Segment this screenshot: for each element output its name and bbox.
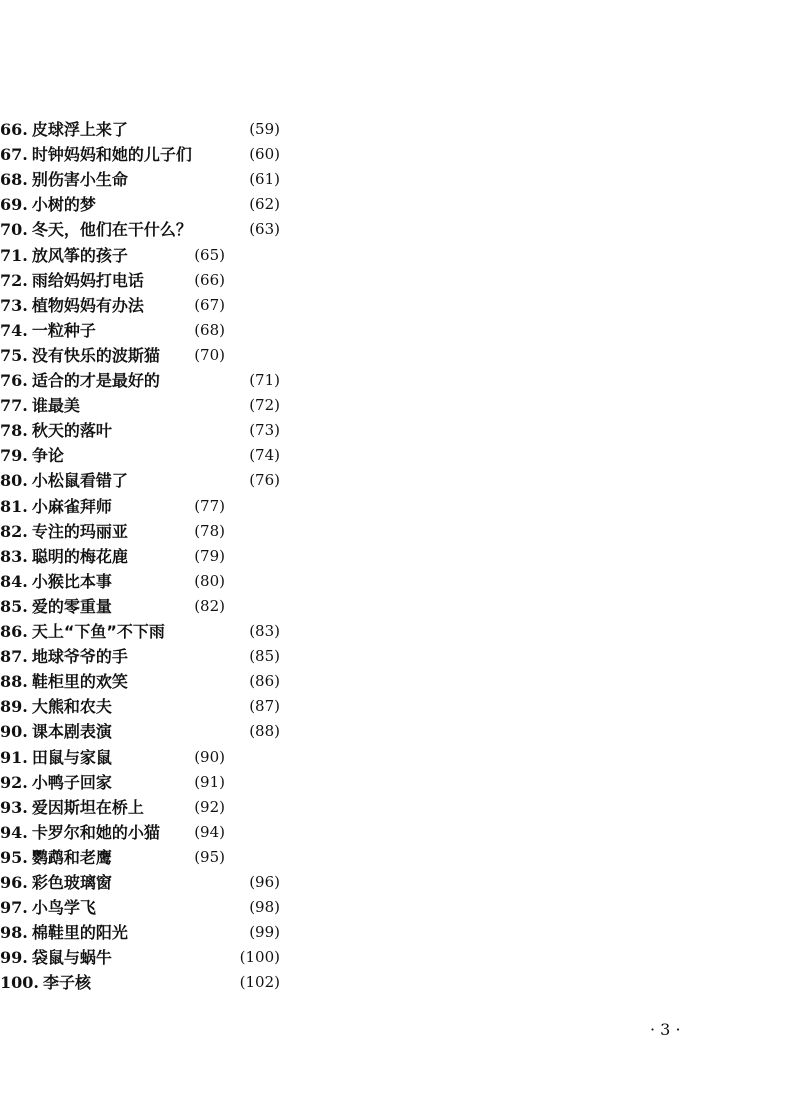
entry-number: 90.	[0, 722, 28, 742]
entry-number: 69.	[0, 195, 28, 215]
entry-page: (90)	[194, 747, 225, 766]
entry-title: 卡罗尔和她的小猫	[31, 822, 160, 842]
entry-title: 聪明的梅花鹿	[31, 546, 128, 566]
entry-number: 86.	[0, 622, 28, 641]
entry-number: 71.	[0, 245, 28, 265]
entry-number: 79.	[0, 446, 28, 466]
entry-number: 94.	[0, 822, 28, 842]
entry-title: 课本剧表演	[31, 722, 112, 742]
entry-number: 91.	[0, 747, 28, 767]
entry-number: 99.	[0, 948, 28, 968]
toc-entry	[0, 870, 280, 895]
entry-page: (72)	[249, 396, 280, 415]
page-number: · 3 ·	[650, 1020, 681, 1039]
toc-entry	[0, 845, 225, 870]
entry-page: (86)	[249, 672, 280, 691]
entry-number: 81.	[0, 496, 28, 516]
entry-title: 小麻雀拜师	[31, 496, 112, 516]
entry-number: 100.	[0, 973, 39, 993]
entry-page: (91)	[194, 772, 225, 791]
toc-entry	[0, 393, 280, 418]
entry-page: (82)	[194, 596, 225, 615]
entry-page: (71)	[249, 371, 280, 389]
entry-number: 88.	[0, 672, 28, 692]
toc-entry	[0, 243, 225, 268]
entry-title: 大熊和农夫	[31, 697, 112, 717]
entry-page: (74)	[249, 446, 280, 465]
entry-number: 98.	[0, 923, 28, 943]
toc-entry	[0, 745, 225, 770]
entry-page: (83)	[249, 622, 280, 640]
entry-title: 谁最美	[31, 396, 80, 416]
entry-page: (100)	[239, 948, 280, 967]
toc-entry	[0, 619, 280, 644]
entry-title: 鞋柜里的欢笑	[31, 672, 128, 692]
entry-title: 田鼠与家鼠	[31, 747, 112, 767]
toc-entry	[0, 142, 280, 167]
entry-page: (61)	[249, 170, 280, 189]
entry-number: 72.	[0, 270, 28, 290]
entry-title: 天上“下鱼”不下雨	[31, 622, 165, 641]
entry-title: 雨给妈妈打电话	[31, 270, 144, 290]
entry-page: (87)	[249, 697, 280, 716]
entry-number: 67.	[0, 145, 28, 165]
toc-entry	[0, 820, 225, 845]
toc-entry	[0, 519, 225, 544]
entry-page: (60)	[249, 145, 280, 164]
entry-page: (94)	[194, 822, 225, 841]
entry-page: (85)	[249, 647, 280, 666]
entry-title: 冬天，他们在干什么？	[31, 220, 192, 240]
entry-title: 小猴比本事	[31, 571, 112, 591]
entry-page: (68)	[194, 320, 225, 339]
entry-number: 75.	[0, 345, 28, 365]
entry-title: 秋天的落叶	[31, 421, 112, 441]
entry-page: (92)	[194, 797, 225, 816]
entry-number: 83.	[0, 546, 28, 566]
entry-number: 89.	[0, 697, 28, 717]
toc-entry	[0, 418, 280, 443]
entry-page: (78)	[194, 521, 225, 540]
entry-title: 小鸟学飞	[31, 898, 96, 918]
entry-number: 93.	[0, 797, 28, 817]
toc-entry	[0, 443, 280, 468]
toc-entry	[0, 167, 280, 192]
toc-entry	[0, 945, 280, 970]
toc-entry	[0, 318, 225, 343]
entry-page: (88)	[249, 722, 280, 741]
entry-title: 争论	[31, 446, 64, 466]
entry-page: (70)	[194, 345, 225, 364]
entry-number: 73.	[0, 295, 28, 315]
entry-title: 棉鞋里的阳光	[31, 923, 128, 943]
entry-title: 放风筝的孩子	[31, 245, 128, 265]
entry-number: 84.	[0, 571, 28, 591]
entry-page: (67)	[194, 295, 225, 314]
toc-entry	[0, 293, 225, 318]
entry-title: 小松鼠看错了	[31, 471, 128, 491]
entry-page: (62)	[249, 195, 280, 214]
entry-page: (66)	[194, 270, 225, 289]
entry-title: 爱因斯坦在桥上	[31, 797, 144, 817]
entry-title: 彩色玻璃窗	[31, 873, 112, 892]
entry-title: 李子核	[42, 973, 91, 993]
toc-entry	[0, 920, 280, 945]
entry-title: 鹦鹉和老鹰	[31, 847, 112, 867]
entry-number: 70.	[0, 220, 28, 240]
entry-title: 专注的玛丽亚	[31, 521, 128, 541]
entry-number: 92.	[0, 772, 28, 792]
toc-entry	[0, 268, 225, 293]
entry-number: 95.	[0, 847, 28, 867]
entry-number: 78.	[0, 421, 28, 441]
toc-entry	[0, 795, 225, 820]
toc-entry	[0, 644, 280, 669]
entry-title: 爱的零重量	[31, 596, 112, 616]
entry-number: 96.	[0, 873, 28, 892]
entry-number: 76.	[0, 371, 28, 390]
entry-title: 地球爷爷的手	[31, 647, 128, 667]
entry-number: 87.	[0, 647, 28, 667]
toc-entry	[0, 117, 280, 142]
entry-title: 没有快乐的波斯猫	[31, 345, 160, 365]
entry-number: 66.	[0, 120, 28, 139]
entry-page: (98)	[249, 898, 280, 917]
entry-page: (59)	[249, 120, 280, 138]
entry-page: (95)	[194, 847, 225, 866]
entry-title: 皮球浮上来了	[31, 120, 128, 139]
toc-entry	[0, 343, 225, 368]
entry-number: 80.	[0, 471, 28, 491]
toc-entry	[0, 569, 225, 594]
toc-entry	[0, 895, 280, 920]
entry-page: (79)	[194, 546, 225, 565]
entry-number: 97.	[0, 898, 28, 918]
entry-page: (102)	[239, 973, 280, 992]
toc-entry	[0, 494, 225, 519]
toc-entry	[0, 217, 280, 242]
toc-entry	[0, 192, 280, 217]
entry-title: 小鸭子回家	[31, 772, 112, 792]
entry-page: (96)	[249, 873, 280, 891]
toc-entry	[0, 468, 280, 493]
entry-page: (99)	[249, 923, 280, 942]
entry-title: 袋鼠与蜗牛	[31, 948, 112, 968]
entry-page: (76)	[249, 471, 280, 490]
entry-page: (63)	[249, 220, 280, 239]
entry-page: (65)	[194, 245, 225, 264]
toc-entry	[0, 544, 225, 569]
toc-entry	[0, 770, 225, 795]
entry-number: 82.	[0, 521, 28, 541]
toc-entry	[0, 368, 280, 393]
entry-number: 85.	[0, 596, 28, 616]
entry-title: 小树的梦	[31, 195, 96, 215]
entry-title: 时钟妈妈和她的儿子们	[31, 145, 192, 165]
entry-number: 74.	[0, 320, 28, 340]
entry-title: 适合的才是最好的	[31, 371, 160, 390]
entry-page: (77)	[194, 496, 225, 515]
entry-page: (73)	[249, 421, 280, 440]
entry-number: 68.	[0, 170, 28, 190]
toc-entry	[0, 594, 225, 619]
toc-entry	[0, 970, 280, 995]
toc-entry	[0, 669, 280, 694]
toc-entry	[0, 694, 280, 719]
entry-number: 77.	[0, 396, 28, 416]
entry-title: 别伤害小生命	[31, 170, 128, 190]
entry-title: 植物妈妈有办法	[31, 295, 144, 315]
entry-title: 一粒种子	[31, 320, 96, 340]
toc-entry	[0, 719, 280, 744]
entry-page: (80)	[194, 571, 225, 590]
